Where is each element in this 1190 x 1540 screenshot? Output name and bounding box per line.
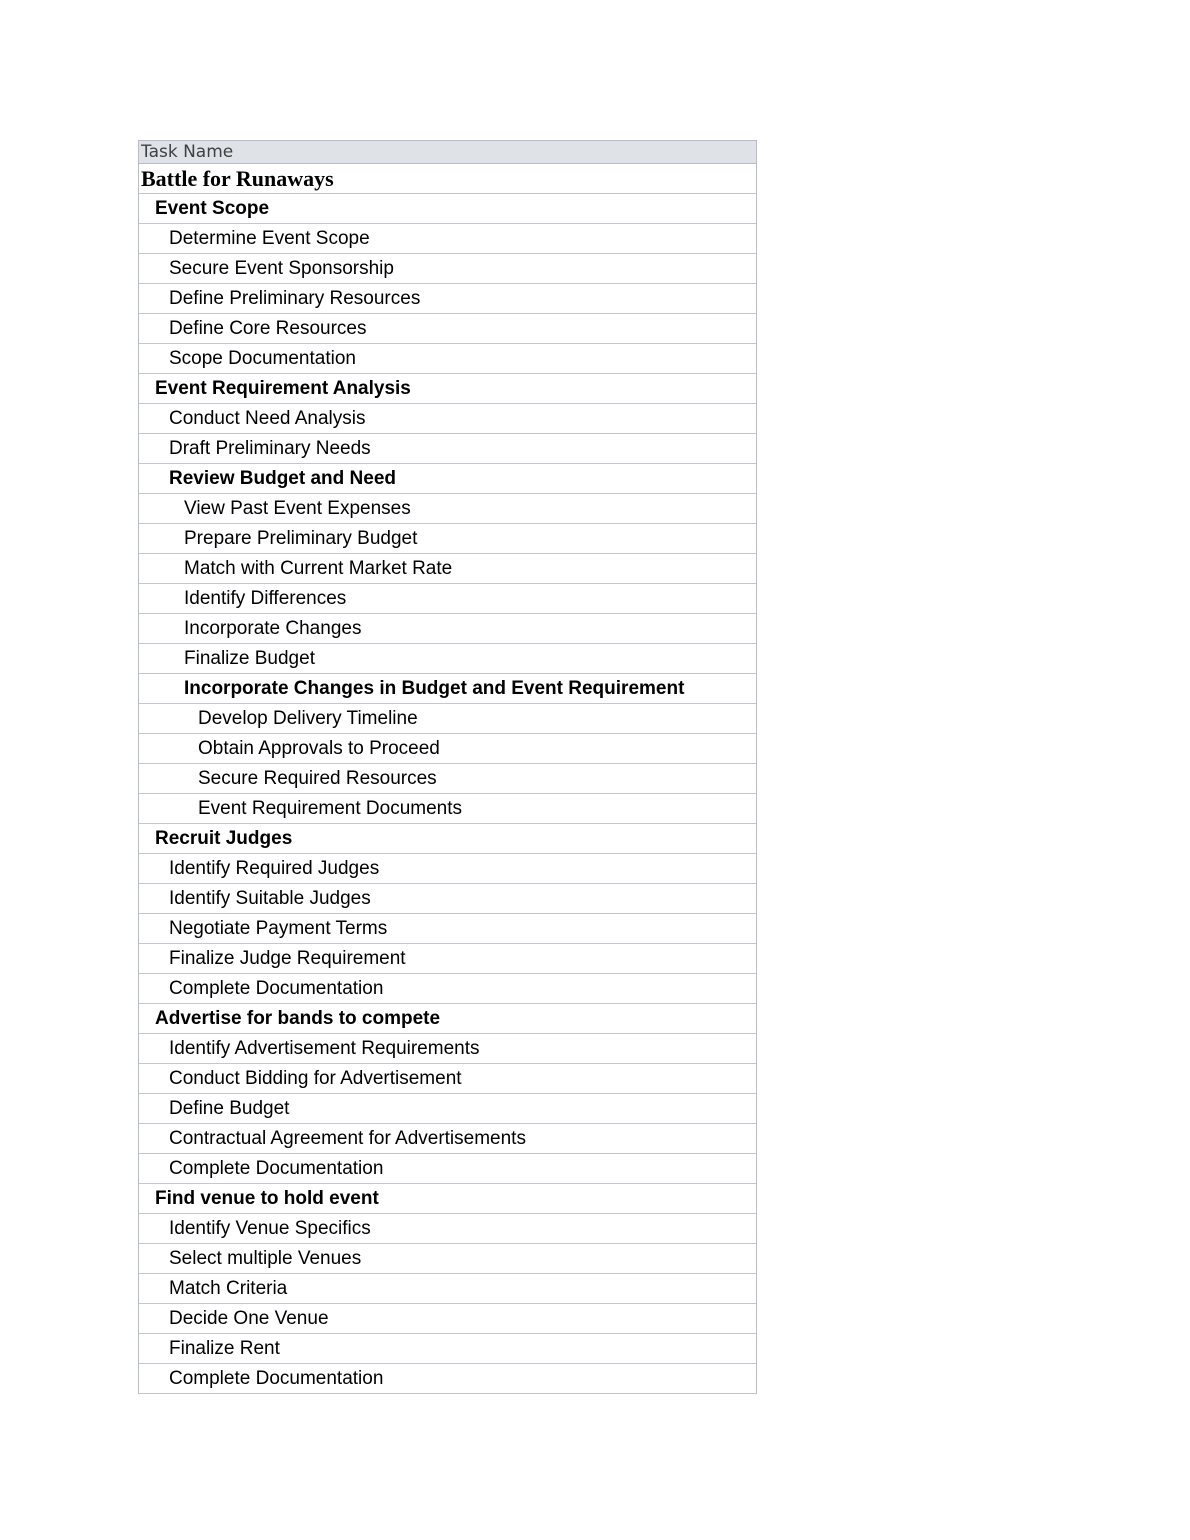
task-row[interactable]: Identify Differences: [139, 584, 756, 614]
task-row[interactable]: Determine Event Scope: [139, 224, 756, 254]
task-row[interactable]: Match Criteria: [139, 1274, 756, 1304]
task-row[interactable]: Draft Preliminary Needs: [139, 434, 756, 464]
summary-task-row[interactable]: Battle for Runaways: [139, 164, 756, 194]
task-row[interactable]: Conduct Need Analysis: [139, 404, 756, 434]
summary-task-row[interactable]: Find venue to hold event: [139, 1184, 756, 1214]
task-row[interactable]: Event Requirement Documents: [139, 794, 756, 824]
task-row[interactable]: Complete Documentation: [139, 1154, 756, 1184]
task-row[interactable]: Secure Required Resources: [139, 764, 756, 794]
task-row[interactable]: View Past Event Expenses: [139, 494, 756, 524]
summary-task-row[interactable]: Review Budget and Need: [139, 464, 756, 494]
task-row[interactable]: Conduct Bidding for Advertisement: [139, 1064, 756, 1094]
task-row[interactable]: Identify Venue Specifics: [139, 1214, 756, 1244]
task-row[interactable]: Select multiple Venues: [139, 1244, 756, 1274]
summary-task-row[interactable]: Incorporate Changes in Budget and Event Requirement: [139, 674, 756, 704]
task-row[interactable]: Define Preliminary Resources: [139, 284, 756, 314]
column-header-task-name[interactable]: Task Name: [139, 141, 756, 164]
task-row[interactable]: Incorporate Changes: [139, 614, 756, 644]
task-row[interactable]: Finalize Judge Requirement: [139, 944, 756, 974]
task-row[interactable]: Contractual Agreement for Advertisements: [139, 1124, 756, 1154]
task-row[interactable]: Identify Advertisement Requirements: [139, 1034, 756, 1064]
task-row[interactable]: Finalize Budget: [139, 644, 756, 674]
task-row[interactable]: Develop Delivery Timeline: [139, 704, 756, 734]
task-row[interactable]: Match with Current Market Rate: [139, 554, 756, 584]
summary-task-row[interactable]: Event Scope: [139, 194, 756, 224]
task-table: [138, 140, 757, 1394]
task-row[interactable]: Define Core Resources: [139, 314, 756, 344]
task-row[interactable]: Scope Documentation: [139, 344, 756, 374]
task-rows: [139, 164, 756, 1394]
task-row[interactable]: Finalize Rent: [139, 1334, 756, 1364]
summary-task-row[interactable]: Recruit Judges: [139, 824, 756, 854]
task-row[interactable]: Prepare Preliminary Budget: [139, 524, 756, 554]
task-row[interactable]: Obtain Approvals to Proceed: [139, 734, 756, 764]
task-row[interactable]: Decide One Venue: [139, 1304, 756, 1334]
task-row[interactable]: Complete Documentation: [139, 1364, 756, 1394]
summary-task-row[interactable]: Event Requirement Analysis: [139, 374, 756, 404]
task-row[interactable]: Identify Suitable Judges: [139, 884, 756, 914]
task-row[interactable]: Complete Documentation: [139, 974, 756, 1004]
task-row[interactable]: Identify Required Judges: [139, 854, 756, 884]
task-row[interactable]: Negotiate Payment Terms: [139, 914, 756, 944]
task-row[interactable]: Secure Event Sponsorship: [139, 254, 756, 284]
summary-task-row[interactable]: Advertise for bands to compete: [139, 1004, 756, 1034]
task-row[interactable]: Define Budget: [139, 1094, 756, 1124]
